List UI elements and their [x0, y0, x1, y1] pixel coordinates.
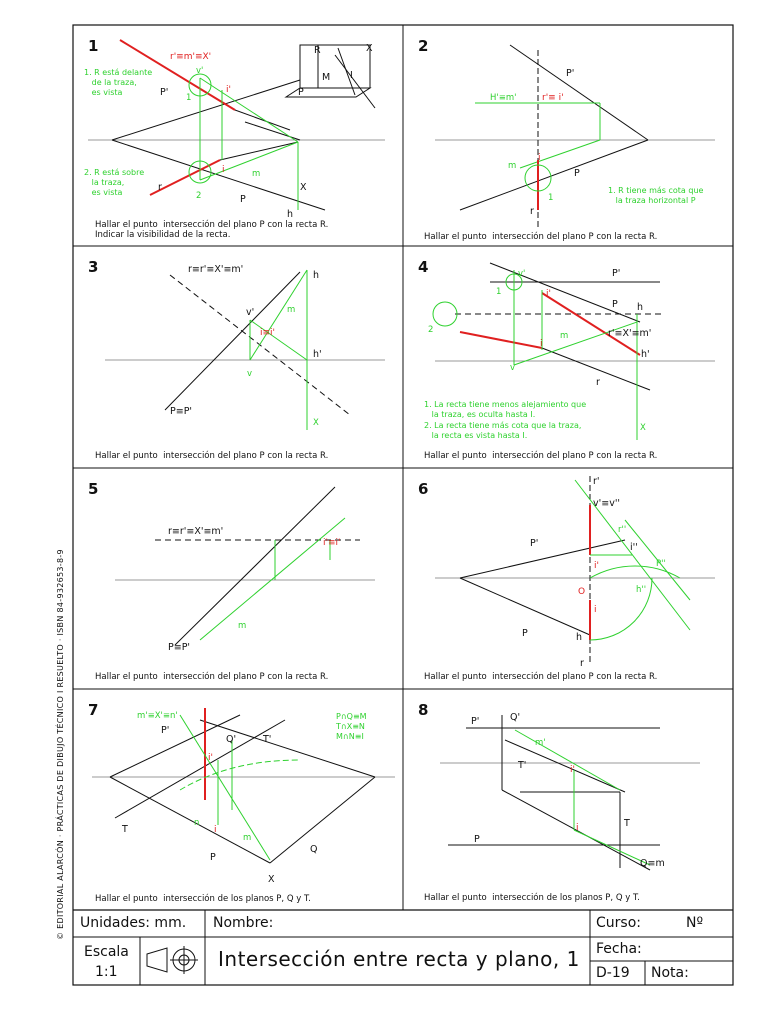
- p1-label-i1: i': [226, 85, 231, 95]
- p6-label-i: i: [594, 605, 597, 615]
- name-label: Nombre:: [213, 915, 274, 931]
- p3-label-v1: v': [246, 307, 255, 318]
- p7-label-m: m: [243, 833, 252, 843]
- problem-number-3: 3: [88, 258, 99, 276]
- p2-label-r: r: [530, 206, 534, 217]
- p8-label-T: T: [624, 818, 630, 829]
- p7-label-T1: T': [263, 734, 272, 745]
- p6-label-i2: i'': [630, 542, 638, 553]
- p7-label-i: i: [214, 825, 217, 835]
- p7-caption: Hallar el punto intersección de los planos P, Q y T.: [95, 894, 311, 904]
- p1-inset-I: I: [350, 70, 353, 81]
- sheet-code: D-19: [596, 965, 630, 981]
- p7-label-X: X: [268, 874, 275, 885]
- p8-label-P: P: [474, 834, 480, 845]
- p3-label-m: m: [287, 305, 296, 315]
- panel-8-drawing: [440, 712, 700, 870]
- scale-value: 1:1: [95, 964, 118, 980]
- p4-label-i: i: [540, 339, 543, 349]
- p1-label-h: h: [287, 209, 294, 220]
- p1-label-i: i: [222, 165, 225, 175]
- p4-caption: Hallar el punto intersección del plano P con la recta R.: [424, 451, 658, 461]
- panel-6-drawing: [435, 476, 715, 669]
- p4-label-X: X: [640, 423, 646, 433]
- p6-label-O: O: [578, 587, 586, 597]
- p7-label-Q1: Q': [226, 734, 237, 745]
- p3-label-i: i≡i': [260, 328, 276, 338]
- p8-label-i: i: [576, 823, 579, 833]
- p6-caption: Hallar el punto intersección del plano P con la recta R.: [424, 672, 658, 682]
- p5-label-PP: P≡P': [168, 642, 191, 653]
- panel-5-drawing: [115, 487, 375, 653]
- p4-label-v: v: [510, 363, 516, 373]
- note-label: Nota:: [651, 965, 689, 981]
- p1-note-1: 1. R está delante de la traza, es vista: [84, 68, 153, 97]
- p3-label-h1: h': [313, 349, 322, 360]
- date-label: Fecha:: [596, 941, 642, 957]
- p2-label-P1: P': [566, 68, 575, 79]
- problem-number-8: 8: [418, 701, 429, 719]
- p7-label-T: T: [122, 824, 128, 835]
- p3-caption: Hallar el punto intersección del plano P con la recta R.: [95, 451, 329, 461]
- p1-label-2: 2: [196, 191, 202, 201]
- p2-note-1: 1. R tiene más cota que la traza horizontal P: [608, 186, 704, 205]
- p3-label-PP: P≡P': [170, 406, 193, 417]
- problem-number-4: 4: [418, 258, 429, 276]
- p2-label-m: m: [508, 161, 517, 171]
- p1-label-rproj: r'≡m'≡X': [170, 52, 212, 62]
- p3-label-X: X: [313, 418, 319, 428]
- p6-label-r: r: [580, 658, 584, 669]
- p2-caption: Hallar el punto intersección del plano P con la recta R.: [424, 232, 658, 242]
- p6-label-vv: v'≡v'': [593, 498, 621, 509]
- p8-label-T1: T': [518, 760, 527, 771]
- p6-label-h: h: [576, 632, 583, 643]
- p4-label-2: 2: [428, 325, 434, 335]
- p6-label-P2: P'': [656, 559, 666, 569]
- p1-inset-M: M: [322, 72, 331, 83]
- p2-label-P: P: [574, 168, 580, 179]
- p2-label-i: i: [538, 153, 541, 163]
- problem-number-6: 6: [418, 480, 429, 498]
- p4-note-1: 1. La recta tiene menos alejamiento que la traza, es oculta hasta I.: [424, 400, 587, 419]
- p6-label-r2: r'': [618, 525, 627, 535]
- p1-inset-R: R: [314, 45, 321, 56]
- p1-label-v1: v': [196, 66, 204, 76]
- p4-label-h: h: [637, 302, 644, 313]
- p6-label-i1: i': [594, 561, 599, 571]
- p4-label-i1: i': [546, 289, 551, 299]
- p5-label-m: m: [238, 621, 247, 631]
- p6-label-P: P: [522, 628, 528, 639]
- p1-label-P1: P': [160, 87, 169, 98]
- p8-label-i1: i': [570, 765, 575, 775]
- p4-label-h1: h': [641, 349, 650, 360]
- p1-inset-P: P: [298, 87, 304, 98]
- problem-number-2: 2: [418, 37, 429, 55]
- projection-symbol-icon: [147, 946, 198, 974]
- p1-label-r: r: [158, 182, 162, 193]
- course-label: Curso:: [596, 915, 641, 931]
- p4-label-m: m: [560, 331, 569, 341]
- p3-label-h: h: [313, 270, 320, 281]
- p4-label-v1: v': [518, 269, 526, 279]
- p1-note-2: 2. R está sobre la traza, es vista: [84, 168, 145, 197]
- p7-label-P: P: [210, 852, 216, 863]
- p2-label-1: 1: [548, 193, 554, 203]
- p1-label-P: P: [240, 194, 246, 205]
- p2-label-r1: r'≡ i': [542, 93, 564, 103]
- p7-note-1: P∩Q≡M T∩X≡N M∩N≡I: [336, 712, 367, 741]
- panel-3-drawing: [105, 264, 385, 430]
- problem-number-5: 5: [88, 480, 99, 498]
- p1-label-m: m: [252, 169, 261, 179]
- p5-label-r: r≡r'≡X'≡m': [168, 526, 224, 537]
- p8-label-Qm: Q≡m: [640, 858, 665, 869]
- p5-label-i: i'≡i': [323, 538, 341, 548]
- p7-label-n: n: [194, 818, 200, 828]
- p7-label-mX: m'≡X'≡n': [137, 711, 178, 721]
- scale-label: Escala: [84, 944, 129, 960]
- publisher-side-text: © EDITORIAL ALARCÓN · PRÁCTICAS DE DIBUJO TÉCNICO I RESUELTO · ISBN 84-932653-8-9: [56, 549, 65, 940]
- p4-label-1: 1: [496, 287, 502, 297]
- p8-label-Q1: Q': [510, 712, 521, 723]
- p1-caption: Hallar el punto intersección del plano P con la recta R. Indicar la visibilidad de la recta.: [95, 220, 329, 240]
- p7-label-Q: Q: [310, 844, 318, 855]
- number-sign-label: Nº: [686, 915, 704, 931]
- p2-label-H: H'≡m': [490, 93, 517, 103]
- p1-inset-X: X: [366, 43, 373, 54]
- p8-label-m1: m': [535, 738, 546, 748]
- p3-label-v: v: [247, 369, 253, 379]
- p4-note-2: 2. La recta tiene más cota que la traza, la recta es vista hasta I.: [424, 421, 582, 440]
- problem-number-1: 1: [88, 37, 99, 55]
- p6-label-h2: h'': [636, 585, 647, 595]
- sheet-title: Intersección entre recta y plano, 1: [218, 947, 580, 971]
- p8-label-P1: P': [471, 716, 480, 727]
- p1-label-X: X: [300, 182, 307, 193]
- p6-label-r1: r': [593, 476, 600, 487]
- p8-caption: Hallar el punto intersección de los planos P, Q y T.: [424, 893, 640, 903]
- p4-label-P: P: [612, 299, 618, 310]
- p3-label-r: r≡r'≡X'≡m': [188, 264, 244, 275]
- p7-label-i1: i': [208, 753, 213, 763]
- p6-label-P1: P': [530, 538, 539, 549]
- p1-label-1: 1: [186, 93, 192, 103]
- p4-label-rX: r'≡X'≡m': [608, 328, 652, 339]
- problem-number-7: 7: [88, 701, 99, 719]
- p4-label-P1: P': [612, 268, 621, 279]
- p4-label-r: r: [596, 377, 600, 388]
- units-label: Unidades: mm.: [80, 915, 187, 931]
- p5-caption: Hallar el punto intersección del plano P con la recta R.: [95, 672, 329, 682]
- p7-label-P1: P': [161, 725, 170, 736]
